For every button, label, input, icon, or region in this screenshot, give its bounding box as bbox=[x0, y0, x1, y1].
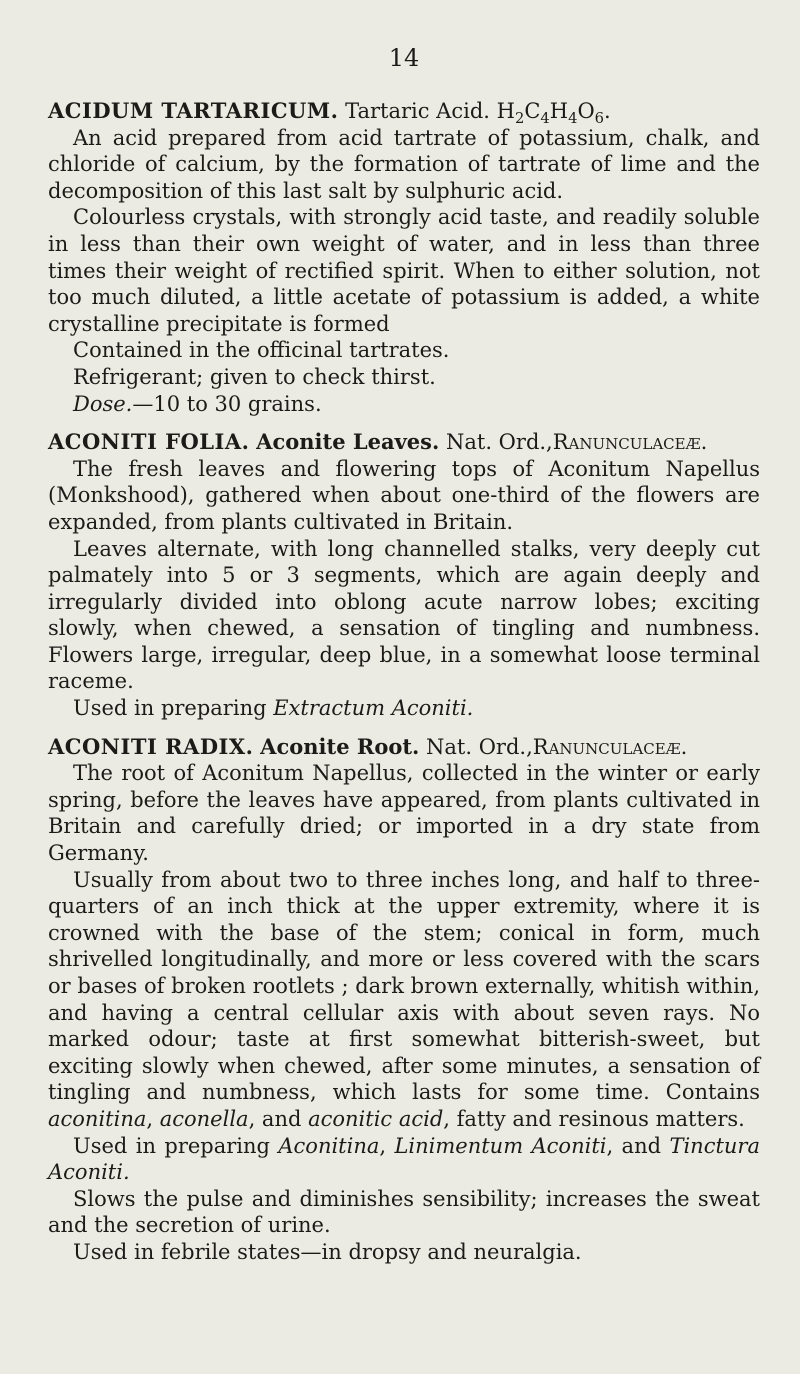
entry-acidum-tartaricum bbox=[48, 98, 760, 417]
entry-aconiti-radix bbox=[48, 734, 760, 1266]
entry-heading bbox=[48, 98, 760, 128]
paragraph: The root of Aconitum Napellus, collected in the winter or early spring, before the leaves have appeared, from plants cultivated in Britain and carefully dried; or imported in a dry state from Germany. bbox=[48, 761, 760, 866]
chemical-formula: $H_2C_4H_4O_6$. bbox=[496, 99, 611, 128]
paragraph: Used in febrile states—in dropsy and neuralgia. bbox=[73, 1239, 582, 1264]
latin-name: ACONITI RADIX. bbox=[48, 733, 254, 759]
page-number: 14 bbox=[388, 44, 420, 72]
english-name: Aconite Root. bbox=[260, 733, 420, 759]
paragraph: An acid prepared from acid tartrate of potassium, chalk, and chloride of calcium, by the formation of tartrate of lime and the decomposition of this last salt by sulphuric acid. bbox=[48, 125, 760, 203]
order-name: Ranunculaceæ. bbox=[552, 430, 708, 455]
paragraph: Leaves alternate, with long channelled stalks, very deeply cut palmately into 5 or 3 segments, which are again deeply and irregularly divided into oblong acute narrow lobes; exciting slowly, when chewed, a sensation of tingling and numbness. Flowers large, irregular, deep blue, in a somewhat loose terminal raceme. bbox=[48, 536, 760, 694]
entry-aconiti-folia bbox=[48, 429, 760, 722]
paragraph: Slows the pulse and diminishes sensibility; increases the sweat and the secretion of urine. bbox=[48, 1186, 760, 1238]
paragraph: The fresh leaves and flowering tops of Aconitum Napellus (Monkshood), gathered when about one-third of the flowers are expanded, from plants cultivated in Britain. bbox=[48, 456, 760, 534]
paragraph: Usually from about two to three inches long, and half to three-quarters of an inch thick at the upper extremity, where it is crowned with the base of the stem; conical in form, much shrivelled longitudinally, and more or less covered with the scars or bases of broken rootlets ; dark brown externally, whitish within, and having a central cellular axis with about seven rays. No marked odour; taste at first somewhat bitterish-sweet, but exciting slowly when chewed, after some minutes, a sensation of tingling and numbness, which lasts for some time. Contains aconitina, aconella, and aconitic acid, fatty and resinous matters. bbox=[48, 867, 760, 1131]
order-name: Ranunculaceæ. bbox=[532, 734, 688, 759]
natural-order: Nat. Ord., bbox=[426, 734, 533, 759]
latin-name: ACONITI FOLIA. bbox=[48, 429, 250, 455]
dose-line bbox=[48, 391, 760, 418]
latin-name: ACIDUM TARTARICUM. bbox=[48, 98, 339, 123]
dose-label: Dose. bbox=[73, 391, 133, 416]
paragraph: Colourless crystals, with strongly acid taste, and readily soluble in less than their own weight of water, and in less than three times their weight of rectified spirit. When to either solution, not too much diluted, a little acetate of potassium is added, a white crystalline precipitate is formed bbox=[48, 205, 760, 336]
natural-order: Nat. Ord., bbox=[446, 430, 553, 455]
paragraph: Refrigerant; given to check thirst. bbox=[73, 364, 436, 389]
entry-heading bbox=[48, 429, 760, 456]
english-name: Tartaric Acid. bbox=[345, 99, 490, 123]
paragraph: Contained in the officinal tartrates. bbox=[73, 338, 450, 363]
used-in-line: Used in preparing Extractum Aconiti. bbox=[73, 696, 474, 721]
dose-text: —10 to 30 grains. bbox=[132, 391, 322, 416]
english-name: Aconite Leaves. bbox=[256, 429, 440, 455]
entry-heading bbox=[48, 734, 760, 761]
used-in-line: Used in preparing Aconitina, Linimentum Aconiti, and Tinctura Aconiti. bbox=[48, 1133, 760, 1185]
